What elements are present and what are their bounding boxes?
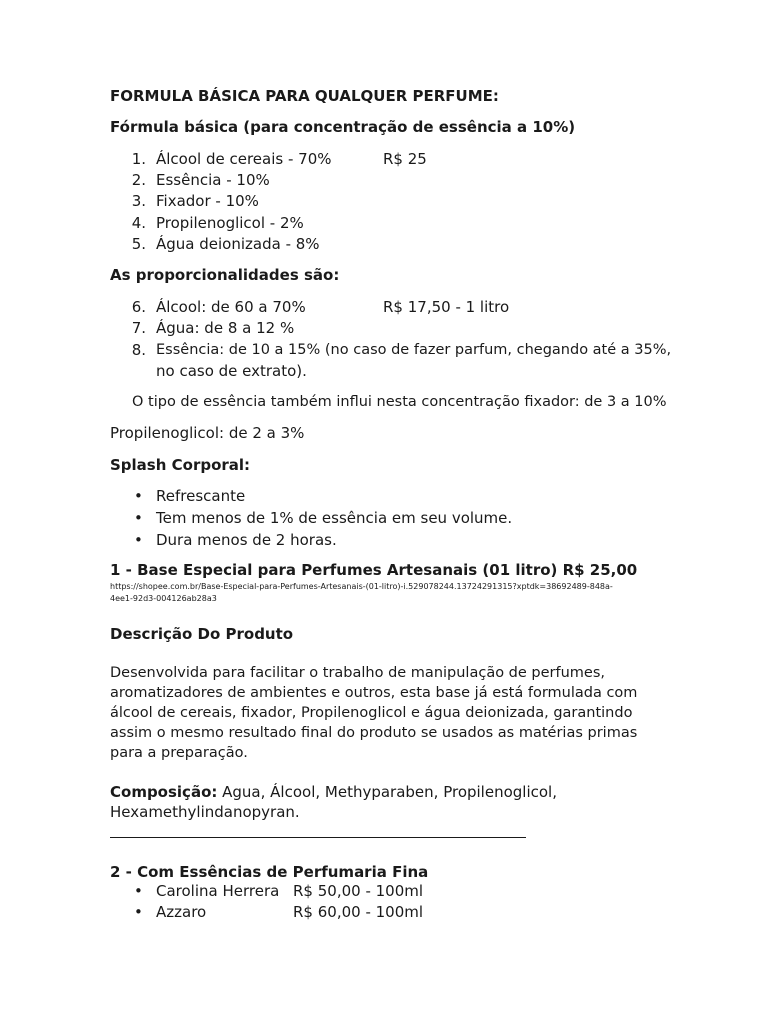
list-item: Fixador - 10% xyxy=(156,192,259,210)
list-number: 1. xyxy=(131,150,146,168)
base-url-link-continuation[interactable]: 4ee1-92d3-004126ab28a3 xyxy=(110,594,217,603)
composition-continuation: Hexamethylindanopyran. xyxy=(110,803,300,821)
essence-note: O tipo de essência também influi nesta concentração fixador: de 3 a 10% xyxy=(132,394,667,410)
description-line: aromatizadores de ambientes e outros, esta base já está formulada com xyxy=(110,685,638,701)
list-number: 4. xyxy=(131,214,146,232)
list-item: Propilenoglicol - 2% xyxy=(156,214,304,232)
doc-subtitle: Fórmula básica (para concentração de essência a 10%) xyxy=(110,118,576,136)
bullet-icon: • xyxy=(134,882,143,900)
description-line: Desenvolvida para facilitar o trabalho de manipulação de perfumes, xyxy=(110,665,606,681)
composition-line xyxy=(110,782,557,802)
propilenoglicol-note: Propilenoglicol: de 2 a 3% xyxy=(110,424,305,442)
base-url-link[interactable]: https://shopee.com.br/Base-Especial-para-Perfumes-Artesanais-(01-litro)-i.529078244.13724291315?xptdk=38692489-848a- xyxy=(110,582,613,591)
list-number: 6. xyxy=(131,298,146,316)
list-number: 5. xyxy=(131,235,146,253)
bullet-icon: • xyxy=(134,531,143,549)
list-item-price: R$ 25 xyxy=(383,150,427,168)
list-item-price: R$ 60,00 - 100ml xyxy=(293,903,424,921)
list-item-continuation: no caso de extrato). xyxy=(156,362,307,380)
list-number: 2. xyxy=(131,171,146,189)
bullet-icon: • xyxy=(134,509,143,527)
list-item: Essência - 10% xyxy=(156,171,270,189)
composition-text: Agua, Álcool, Methyparaben, Propilenoglicol, xyxy=(217,783,557,801)
list-item: Carolina Herrera xyxy=(156,882,280,900)
list-number: 7. xyxy=(131,319,146,337)
doc-title: FORMULA BÁSICA PARA QUALQUER PERFUME: xyxy=(110,87,499,105)
description-line: assim o mesmo resultado final do produto se usados as matérias primas xyxy=(110,725,638,741)
splash-heading: Splash Corporal: xyxy=(110,456,251,474)
base-heading: 1 - Base Especial para Perfumes Artesanais (01 litro) R$ 25,00 xyxy=(110,561,638,579)
list-item: Refrescante xyxy=(156,487,246,505)
description-line: para a preparação. xyxy=(110,745,248,761)
list-item: Álcool: de 60 a 70% xyxy=(156,298,306,316)
proportions-heading: As proporcionalidades são: xyxy=(110,266,340,284)
list-number: 3. xyxy=(131,192,146,210)
description-line: álcool de cereais, fixador, Propilenoglicol e água deionizada, garantindo xyxy=(110,705,633,721)
list-item: Água deionizada - 8% xyxy=(156,235,320,253)
list-item: Água: de 8 a 12 % xyxy=(156,319,295,337)
list-item-price: R$ 17,50 - 1 litro xyxy=(383,298,510,316)
bullet-icon: • xyxy=(134,903,143,921)
list-item: Tem menos de 1% de essência em seu volume. xyxy=(156,509,513,527)
fine-heading: 2 - Com Essências de Perfumaria Fina xyxy=(110,863,429,881)
list-item: Dura menos de 2 horas. xyxy=(156,531,337,549)
composition-label: Composição: xyxy=(110,783,218,801)
list-number: 8. xyxy=(131,341,146,359)
description-heading: Descrição Do Produto xyxy=(110,625,294,643)
list-item: Essência: de 10 a 15% (no caso de fazer parfum, chegando até a 35%, xyxy=(156,342,672,358)
bullet-icon: • xyxy=(134,487,143,505)
horizontal-rule xyxy=(110,837,526,838)
list-item-price: R$ 50,00 - 100ml xyxy=(293,882,424,900)
list-item: Álcool de cereais - 70% xyxy=(156,150,332,168)
list-item: Azzaro xyxy=(156,903,207,921)
